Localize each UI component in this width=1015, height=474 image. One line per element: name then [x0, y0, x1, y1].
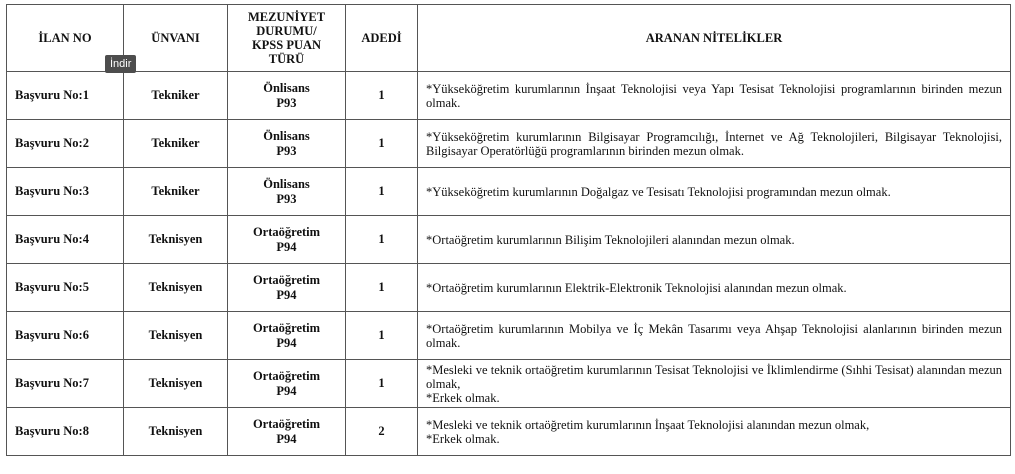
- requirement-line: *Ortaöğretim kurumlarının Bilişim Teknolojileri alanından mezun olmak.: [426, 232, 795, 247]
- table-row: [7, 264, 1011, 312]
- position-title: Tekniker: [124, 120, 228, 168]
- requirement-line: *Ortaöğretim kurumlarının Elektrik-Elektronik Teknolojisi alanından mezun olmak.: [426, 280, 847, 295]
- kpss-score-type: P94: [276, 239, 297, 254]
- header-mezuniyet-line-2: DURUMU/: [256, 24, 317, 38]
- position-count: 1: [346, 168, 418, 216]
- header-mezuniyet: [228, 5, 346, 72]
- requirement-line: *Yükseköğretim kurumlarının İnşaat Teknolojisi veya Yapı Tesisat Teknolojisi programlarının birinden mezun olmak.: [426, 81, 1002, 110]
- education-score-cell: [228, 216, 346, 264]
- education-score-cell: [228, 168, 346, 216]
- position-count: 1: [346, 120, 418, 168]
- education-level: Ortaöğretim: [252, 320, 321, 335]
- education-score-cell: [228, 360, 346, 408]
- kpss-score-type: P94: [276, 287, 297, 302]
- kpss-score-type: P94: [276, 431, 297, 446]
- table-row: [7, 360, 1011, 408]
- kpss-score-type: P94: [276, 335, 297, 350]
- table-body: [7, 72, 1011, 456]
- position-title: Teknisyen: [124, 216, 228, 264]
- header-aranan-nitelikler: ARANAN NİTELİKLER: [418, 5, 1011, 72]
- application-number: Başvuru No:8: [7, 408, 124, 456]
- requirements-cell: [418, 216, 1011, 264]
- application-number: Başvuru No:4: [7, 216, 124, 264]
- header-unvani: ÜNVANI: [124, 5, 228, 72]
- kpss-score-type: P93: [276, 143, 297, 158]
- position-count: 2: [346, 408, 418, 456]
- position-title: Teknisyen: [124, 264, 228, 312]
- position-title: Tekniker: [124, 72, 228, 120]
- education-level: Önlisans: [263, 128, 310, 143]
- position-count: 1: [346, 72, 418, 120]
- job-listing-table: [6, 4, 1011, 456]
- application-number: Başvuru No:5: [7, 264, 124, 312]
- header-ilan-no: İLAN NO: [7, 5, 124, 72]
- education-level: Önlisans: [263, 176, 310, 191]
- requirements-cell: [418, 120, 1011, 168]
- table-row: [7, 408, 1011, 456]
- table-row: [7, 216, 1011, 264]
- header-mezuniyet-line-4: TÜRÜ: [268, 52, 305, 66]
- application-number: Başvuru No:6: [7, 312, 124, 360]
- requirement-line: *Mesleki ve teknik ortaöğretim kurumlarının Tesisat Teknolojisi ve İklimlendirme (Sıhhi Tesisat) alanından mezun olmak,: [426, 362, 1002, 391]
- position-count: 1: [346, 360, 418, 408]
- requirement-line: *Ortaöğretim kurumlarının Mobilya ve İç Mekân Tasarımı veya Ahşap Teknolojisi alanlarının birinden mezun olmak.: [426, 321, 1002, 350]
- position-count: 1: [346, 264, 418, 312]
- requirements-cell: [418, 72, 1011, 120]
- table-row: [7, 312, 1011, 360]
- requirement-line: *Erkek olmak.: [426, 431, 500, 446]
- position-count: 1: [346, 312, 418, 360]
- position-title: Teknisyen: [124, 360, 228, 408]
- header-mezuniyet-line-3: KPSS PUAN: [251, 38, 322, 52]
- education-level: Önlisans: [263, 80, 310, 95]
- requirement-line: *Yükseköğretim kurumlarının Doğalgaz ve Tesisatı Teknolojisi programından mezun olmak.: [426, 184, 891, 199]
- position-count: 1: [346, 216, 418, 264]
- table-row: [7, 120, 1011, 168]
- requirements-cell: [418, 264, 1011, 312]
- kpss-score-type: P94: [276, 383, 297, 398]
- position-title: Teknisyen: [124, 408, 228, 456]
- application-number: Başvuru No:1: [7, 72, 124, 120]
- education-score-cell: [228, 120, 346, 168]
- table-row: [7, 72, 1011, 120]
- requirement-line: *Mesleki ve teknik ortaöğretim kurumlarının İnşaat Teknolojisi alanından mezun olmak,: [426, 417, 870, 432]
- requirements-cell: [418, 168, 1011, 216]
- requirements-cell: [418, 408, 1011, 456]
- header-adedi: ADEDİ: [346, 5, 418, 72]
- position-title: Tekniker: [124, 168, 228, 216]
- education-level: Ortaöğretim: [252, 224, 321, 239]
- education-level: Ortaöğretim: [252, 272, 321, 287]
- application-number: Başvuru No:2: [7, 120, 124, 168]
- requirement-line: *Erkek olmak.: [426, 390, 500, 405]
- requirement-line: *Yükseköğretim kurumlarının Bilgisayar Programcılığı, İnternet ve Ağ Teknolojileri, Bilgisayar Teknolojisi, Bilgisayar Operatörlüğü programlarının birinden mezun olmak.: [426, 129, 1002, 158]
- education-level: Ortaöğretim: [252, 368, 321, 383]
- education-score-cell: [228, 312, 346, 360]
- application-number: Başvuru No:3: [7, 168, 124, 216]
- education-score-cell: [228, 72, 346, 120]
- application-number: Başvuru No:7: [7, 360, 124, 408]
- position-title: Teknisyen: [124, 312, 228, 360]
- requirements-cell: [418, 312, 1011, 360]
- education-score-cell: [228, 264, 346, 312]
- table-header-row: [7, 5, 1011, 72]
- download-tooltip[interactable]: İndir: [105, 55, 136, 73]
- requirements-cell: [418, 360, 1011, 408]
- kpss-score-type: P93: [276, 95, 297, 110]
- kpss-score-type: P93: [276, 191, 297, 206]
- table-row: [7, 168, 1011, 216]
- education-score-cell: [228, 408, 346, 456]
- header-mezuniyet-line-1: MEZUNİYET: [247, 10, 326, 24]
- education-level: Ortaöğretim: [252, 416, 321, 431]
